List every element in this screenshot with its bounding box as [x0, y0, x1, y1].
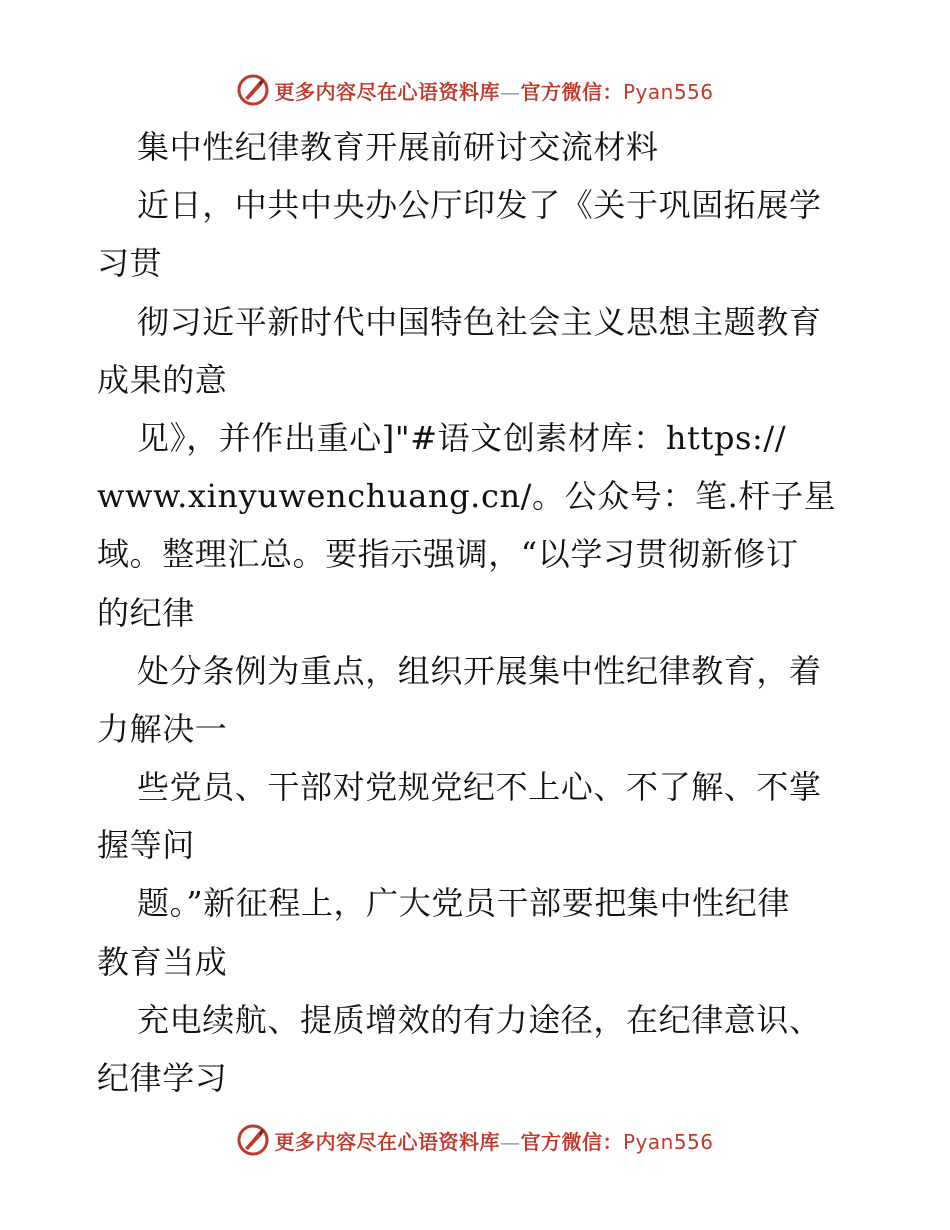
watermark-text [274, 1126, 713, 1155]
paragraph-line: 力解决一 [97, 709, 228, 748]
watermark-text [274, 76, 713, 105]
paragraph-line: 近日，中共中央办公厅印发了《关于巩固拓展学 [137, 186, 822, 225]
paragraph-line: 充电续航、提质增效的有力途径，在纪律意识、 [137, 1000, 822, 1039]
paragraph-line: 成果的意 [97, 360, 228, 399]
paragraph-line: 教育当成 [97, 942, 228, 981]
paragraph-line: 些党员、干部对党规党纪不上心、不了解、不掌 [137, 768, 822, 807]
pen-logo-icon [236, 1123, 270, 1157]
document-body [97, 118, 857, 1107]
paragraph-line: 的纪律 [97, 593, 195, 632]
paragraph-line: 域。整理汇总。要指示强调，“以学习贯彻新修订 [97, 535, 799, 574]
watermark-main-text: 更多内容尽在心语资料库 [274, 1129, 500, 1154]
paragraph-line: 习贯 [97, 244, 163, 283]
paragraph-line: 纪律学习 [97, 1059, 228, 1097]
watermark-label: 官方微信： [520, 79, 623, 104]
watermark-separator: — [499, 1129, 521, 1154]
paragraph-line: www.xinyuwenchuang.cn/。公众号：笔.杆子星 [97, 477, 837, 516]
watermark-id: Pyan556 [622, 79, 714, 104]
paragraph-line: 彻习近平新时代中国特色社会主义思想主题教育 [137, 302, 822, 341]
watermark-id: Pyan556 [622, 1129, 714, 1154]
document-title: 集中性纪律教育开展前研讨交流材料 [137, 128, 659, 166]
paragraph-line: 题。”新征程上，广大党员干部要把集中性纪律 [137, 884, 790, 923]
watermark-separator: — [499, 79, 521, 104]
pen-logo-icon [236, 73, 270, 107]
footer-watermark [0, 1120, 950, 1160]
watermark-main-text: 更多内容尽在心语资料库 [274, 79, 500, 104]
header-watermark [0, 70, 950, 110]
paragraph-line: 见》，并作出重心]"#语文创素材库：https:// [137, 418, 787, 457]
watermark-label: 官方微信： [520, 1129, 623, 1154]
paragraph-line: 处分条例为重点，组织开展集中性纪律教育，着 [137, 651, 822, 690]
paragraph-line: 握等问 [97, 826, 195, 865]
